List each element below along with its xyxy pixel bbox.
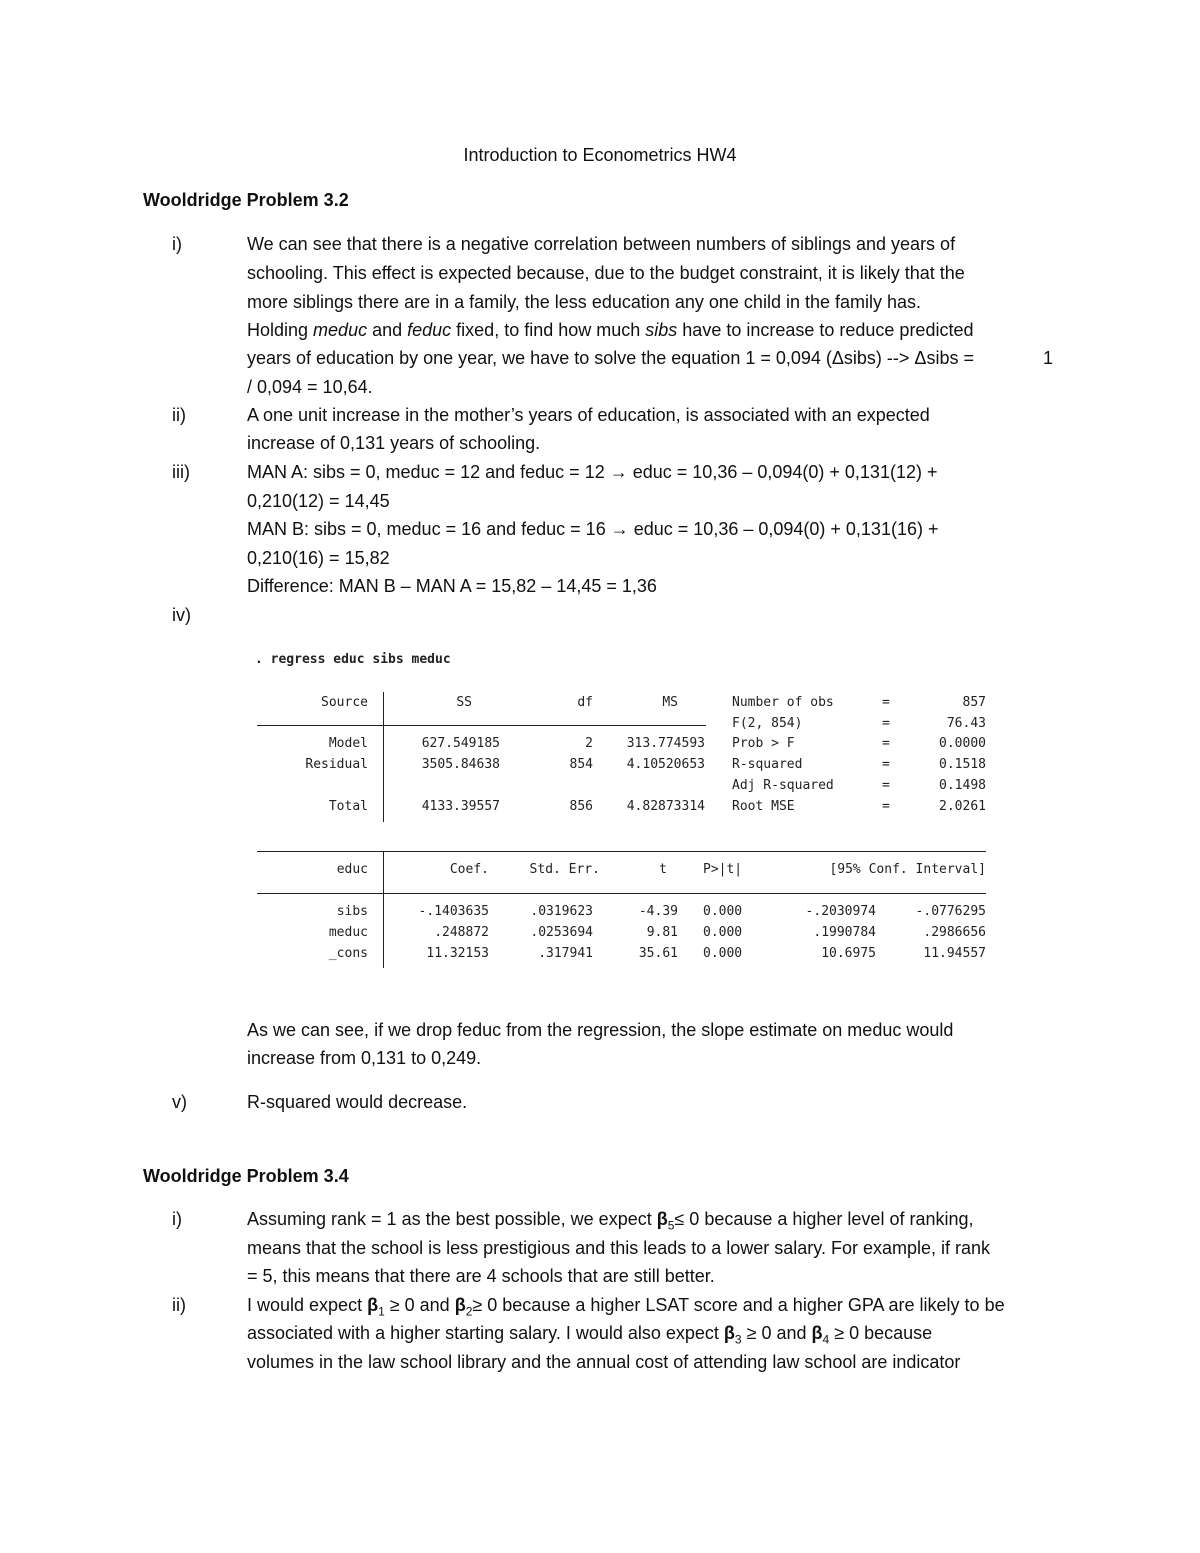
stat-value-rmse: 2.0261 [939,799,986,814]
stat-value-probf: 0.0000 [939,736,986,751]
stat-eq-probf: = [882,736,890,751]
coef-vertical-rule [383,851,384,968]
anova-df-residual: 854 [569,757,593,772]
coef-t-meduc: 9.81 [646,925,678,940]
coef-value-meduc: .248872 [434,925,489,940]
coef-value-sibs: -.1403635 [418,904,489,919]
anova-header-ss: SS [456,695,472,710]
coef-var-cons: _cons [328,946,368,961]
stat-eq-nobs: = [882,695,890,710]
anova-header-source: Source [321,695,368,710]
stat-label-adjr2: Adj R-squared [732,778,834,793]
arrow-icon: → [610,519,629,539]
stat-label-f: F(2, 854) [732,716,803,731]
coef-header-var: educ [336,862,368,877]
anova-ss-model: 627.549185 [421,736,500,751]
coef-p-sibs: 0.000 [703,904,743,919]
item-ii-label: ii) [172,405,186,425]
anova-source-residual: Residual [305,757,368,772]
stat-eq-f: = [882,716,890,731]
coef-header-rule [257,893,986,894]
stat-eq-rmse: = [882,799,890,814]
coef-header-t: t [659,862,667,877]
coef-t-cons: 35.61 [638,946,678,961]
stat-label-rmse: Root MSE [732,799,795,814]
anova-source-total: Total [328,799,368,814]
anova-header-ms: MS [662,695,678,710]
stat-label-r2: R-squared [732,757,803,772]
coef-p-cons: 0.000 [703,946,743,961]
stat-value-f: 76.43 [946,716,986,731]
item-i-line-1: We can see that there is a negative correlation between numbers of siblings and years of [247,234,956,254]
coef-lo-sibs: -.2030974 [805,904,876,919]
anova-source-model: Model [328,736,368,751]
coef-se-meduc: .0253694 [530,925,593,940]
coef-hi-cons: 11.94557 [923,946,986,961]
anova-ss-residual: 3505.84638 [421,757,500,772]
item-iii-line-2: 0,210(12) = 14,45 [247,491,390,511]
item-3-4-i-line-1: Assuming rank = 1 as the best possible, we expect $\beta_5\le 0$ because a higher level of ranking, [247,1209,974,1233]
item-iii-line-5: Difference: MAN B – MAN A = 15,82 – 14,45 = 1,36 [247,576,657,596]
item-iv-label: iv) [172,605,191,625]
item-v-line-1: R-squared would decrease. [247,1092,468,1112]
coef-header-se: Std. Err. [529,862,600,877]
coef-var-sibs: sibs [336,904,368,919]
coef-t-sibs: -4.39 [638,904,678,919]
item-3-4-ii-line-2: associated with a higher starting salary. I would also expect $\beta_3 \ge 0$ and $\beta_4 \ge 0$ because [247,1323,933,1347]
anova-df-model: 2 [585,736,593,751]
coef-value-cons: 11.32153 [426,946,489,961]
item-ii-line-1: A one unit increase in the mother’s years of education, is associated with an expected [247,405,930,425]
stat-eq-adjr2: = [882,778,890,793]
item-i-line-3: more siblings there are in a family, the less education any one child in the family has. [247,292,922,312]
coef-lo-cons: 10.6975 [821,946,876,961]
coef-se-cons: .317941 [538,946,593,961]
item-3-4-i-label: i) [172,1209,182,1229]
coef-se-sibs: .0319623 [530,904,593,919]
item-iv-after-line-2: increase from 0,131 to 0,249. [247,1048,482,1068]
anova-df-total: 856 [569,799,593,814]
coef-hi-meduc: .2986656 [923,925,986,940]
stata-command: . regress educ sibs meduc [255,652,451,667]
item-i-line-2: schooling. This effect is expected because, due to the budget constraint, it is likely that the [247,263,965,283]
item-iii-line-3: MAN B: sibs = 0, meduc = 16 and feduc = 16 → educ = 10,36 – 0,094(0) + 0,131(16) + [247,519,939,539]
stata-regression-output [240,648,1000,978]
item-i-line-5-tail: 1 [1043,348,1054,368]
stat-value-r2: 0.1518 [939,757,986,772]
item-3-4-ii-line-3: volumes in the law school library and the annual cost of attending law school are indicator [247,1352,961,1372]
anova-ms-total: 4.82873314 [626,799,705,814]
problem-3-2-heading: Wooldridge Problem 3.2 [143,190,349,210]
item-i-line-5: years of education by one year, we have to solve the equation 1 = 0,094 (Δsibs) --> Δsibs = [247,348,974,368]
coef-lo-meduc: .1990784 [813,925,876,940]
item-i-line-6: / 0,094 = 10,64. [247,377,373,397]
anova-vertical-rule [383,692,384,822]
coef-hi-sibs: -.0776295 [915,904,986,919]
anova-ms-model: 313.774593 [626,736,705,751]
item-3-4-i-line-3: = 5, this means that there are 4 schools that are still better. [247,1266,715,1286]
item-ii-line-2: increase of 0,131 years of schooling. [247,433,541,453]
item-i-label: i) [172,234,182,254]
anova-header-df: df [577,695,593,710]
anova-header-rule [257,725,706,726]
stat-eq-r2: = [882,757,890,772]
coef-var-meduc: meduc [328,925,368,940]
arrow-icon: → [609,462,628,482]
item-iii-line-4: 0,210(16) = 15,82 [247,548,390,568]
item-v-label: v) [172,1092,187,1112]
item-iii-line-1: MAN A: sibs = 0, meduc = 12 and feduc = 12 → educ = 10,36 – 0,094(0) + 0,131(12) + [247,462,938,482]
problem-3-4-heading: Wooldridge Problem 3.4 [143,1166,349,1186]
document-title: Introduction to Econometrics HW4 [463,145,737,165]
coef-top-rule [257,851,986,852]
stat-value-nobs: 857 [962,695,986,710]
stat-label-nobs: Number of obs [732,695,834,710]
coef-p-meduc: 0.000 [703,925,743,940]
item-3-4-i-line-2: means that the school is less prestigious and this leads to a lower salary. For example, if rank [247,1238,991,1258]
item-iii-label: iii) [172,462,190,482]
stat-value-adjr2: 0.1498 [939,778,986,793]
stat-label-probf: Prob > F [732,736,795,751]
anova-ms-residual: 4.10520653 [626,757,705,772]
item-3-4-ii-line-1: I would expect $\beta_1 \ge 0$ and $\beta_2\ge 0$ because a higher LSAT score and a higher GPA are likely to be [247,1295,1005,1319]
item-3-4-ii-label: ii) [172,1295,186,1315]
anova-ss-total: 4133.39557 [421,799,500,814]
item-i-line-4: Holding meduc and feduc fixed, to find how much sibs have to increase to reduce predicted [247,320,974,340]
coef-header-p: P>|t| [703,862,743,877]
item-iv-after-line-1: As we can see, if we drop feduc from the regression, the slope estimate on meduc would [247,1020,954,1040]
coef-header-ci: [95% Conf. Interval] [829,862,986,877]
coef-header-coef: Coef. [449,862,489,877]
